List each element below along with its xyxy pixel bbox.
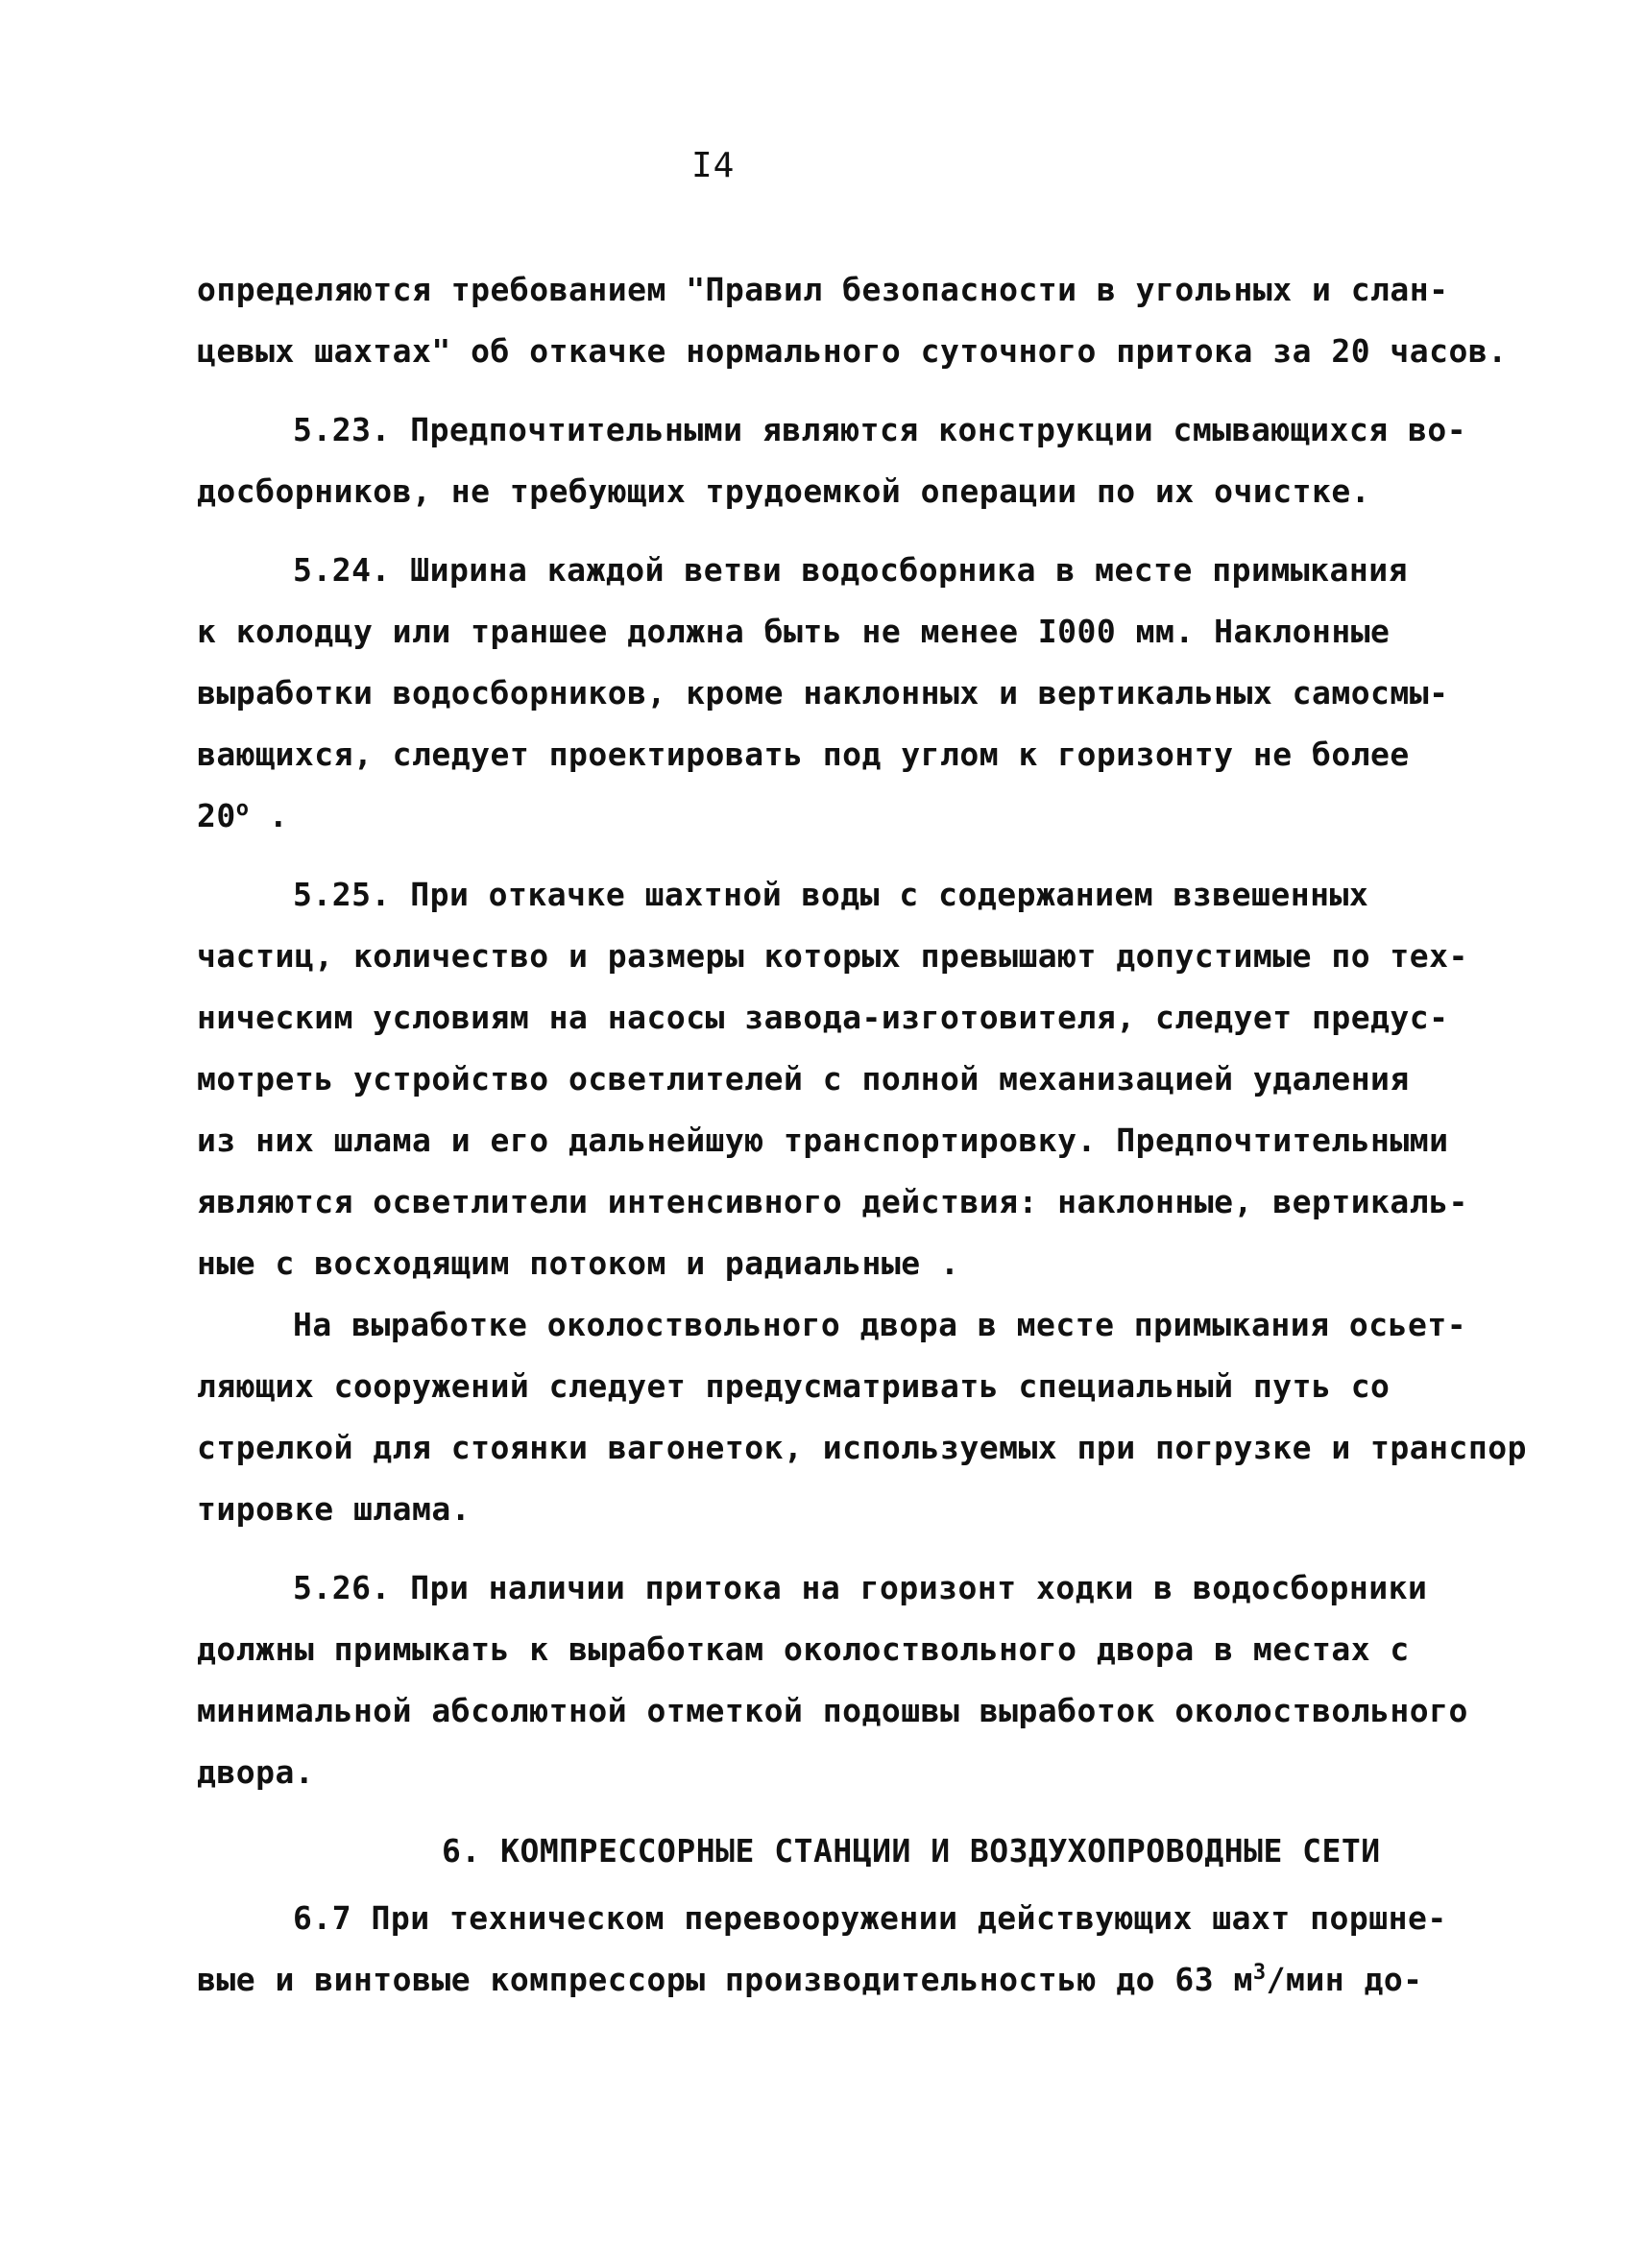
paragraph-6-7-line: 6.7 При техническом перевооружении действующих шахт поршне- xyxy=(293,1899,1447,1937)
text-line: из них шлама и его дальнейшую транспортировку. Предпочтительными xyxy=(197,1122,1449,1159)
page-number: I4 xyxy=(691,146,736,185)
degree-sign: o xyxy=(235,797,250,821)
section-heading: 6. КОМПРЕССОРНЫЕ СТАНЦИИ И ВОЗДУХОПРОВОДНЫЕ СЕТИ xyxy=(442,1832,1381,1870)
text-line: досборников, не требующих трудоемкой операции по их очистке. xyxy=(197,472,1371,510)
paragraph-5-23-line: 5.23. Предпочтительными являются конструкции смывающихся во- xyxy=(293,411,1467,448)
text-line: определяются требованием "Правил безопасности в угольных и слан- xyxy=(197,271,1449,308)
paragraph-line: На выработке околоствольного двора в месте примыкания осьет- xyxy=(293,1306,1467,1343)
degree-value: 20 xyxy=(197,797,236,834)
text-line: цевых шахтах" об откачке нормального суточного притока за 20 часов. xyxy=(197,332,1508,370)
text-line: должны примыкать к выработкам околоствольного двора в местах с xyxy=(197,1630,1410,1668)
line-end: . xyxy=(249,797,289,834)
text-line-degrees xyxy=(197,797,288,835)
text-line: к колодцу или траншее должна быть не менее I000 мм. Наклонные xyxy=(197,613,1391,650)
text-line: двора. xyxy=(197,1753,315,1791)
cube-superscript: 3 xyxy=(1252,1961,1267,1985)
text-line: ные с восходящим потоком и радиальные . xyxy=(197,1244,960,1282)
text-line: выработки водосборников, кроме наклонных и вертикальных самосмы- xyxy=(197,674,1449,712)
text-line: стрелкой для стоянки вагонеток, используемых при погрузке и транспор xyxy=(197,1429,1528,1466)
text-line: ническим условиям на насосы завода-изготовителя, следует предус- xyxy=(197,999,1449,1036)
paragraph-5-24-line: 5.24. Ширина каждой ветви водосборника в месте примыкания xyxy=(293,551,1408,589)
text-line: вающихся, следует проектировать под углом к горизонту не более xyxy=(197,736,1410,773)
text-line: тировке шлама. xyxy=(197,1490,472,1528)
text-part: /мин до- xyxy=(1266,1961,1423,1998)
paragraph-5-26-line: 5.26. При наличии притока на горизонт ходки в водосборники xyxy=(293,1569,1428,1606)
text-line-units xyxy=(197,1961,1423,1999)
text-part: вые и винтовые компрессоры производительностью до 63 м xyxy=(197,1961,1253,1998)
paragraph-5-25-line: 5.25. При откачке шахтной воды с содержанием взвешенных xyxy=(293,876,1369,913)
text-line: мотреть устройство осветлителей с полной механизацией удаления xyxy=(197,1060,1410,1098)
text-line: минимальной абсолютной отметкой подошвы выработок околоствольного xyxy=(197,1692,1468,1729)
text-line: ляющих сооружений следует предусматривать специальный путь со xyxy=(197,1367,1391,1405)
text-line: являются осветлители интенсивного действия: наклонные, вертикаль- xyxy=(197,1183,1468,1220)
text-line: частиц, количество и размеры которых превышают допустимые по тех- xyxy=(197,937,1468,975)
